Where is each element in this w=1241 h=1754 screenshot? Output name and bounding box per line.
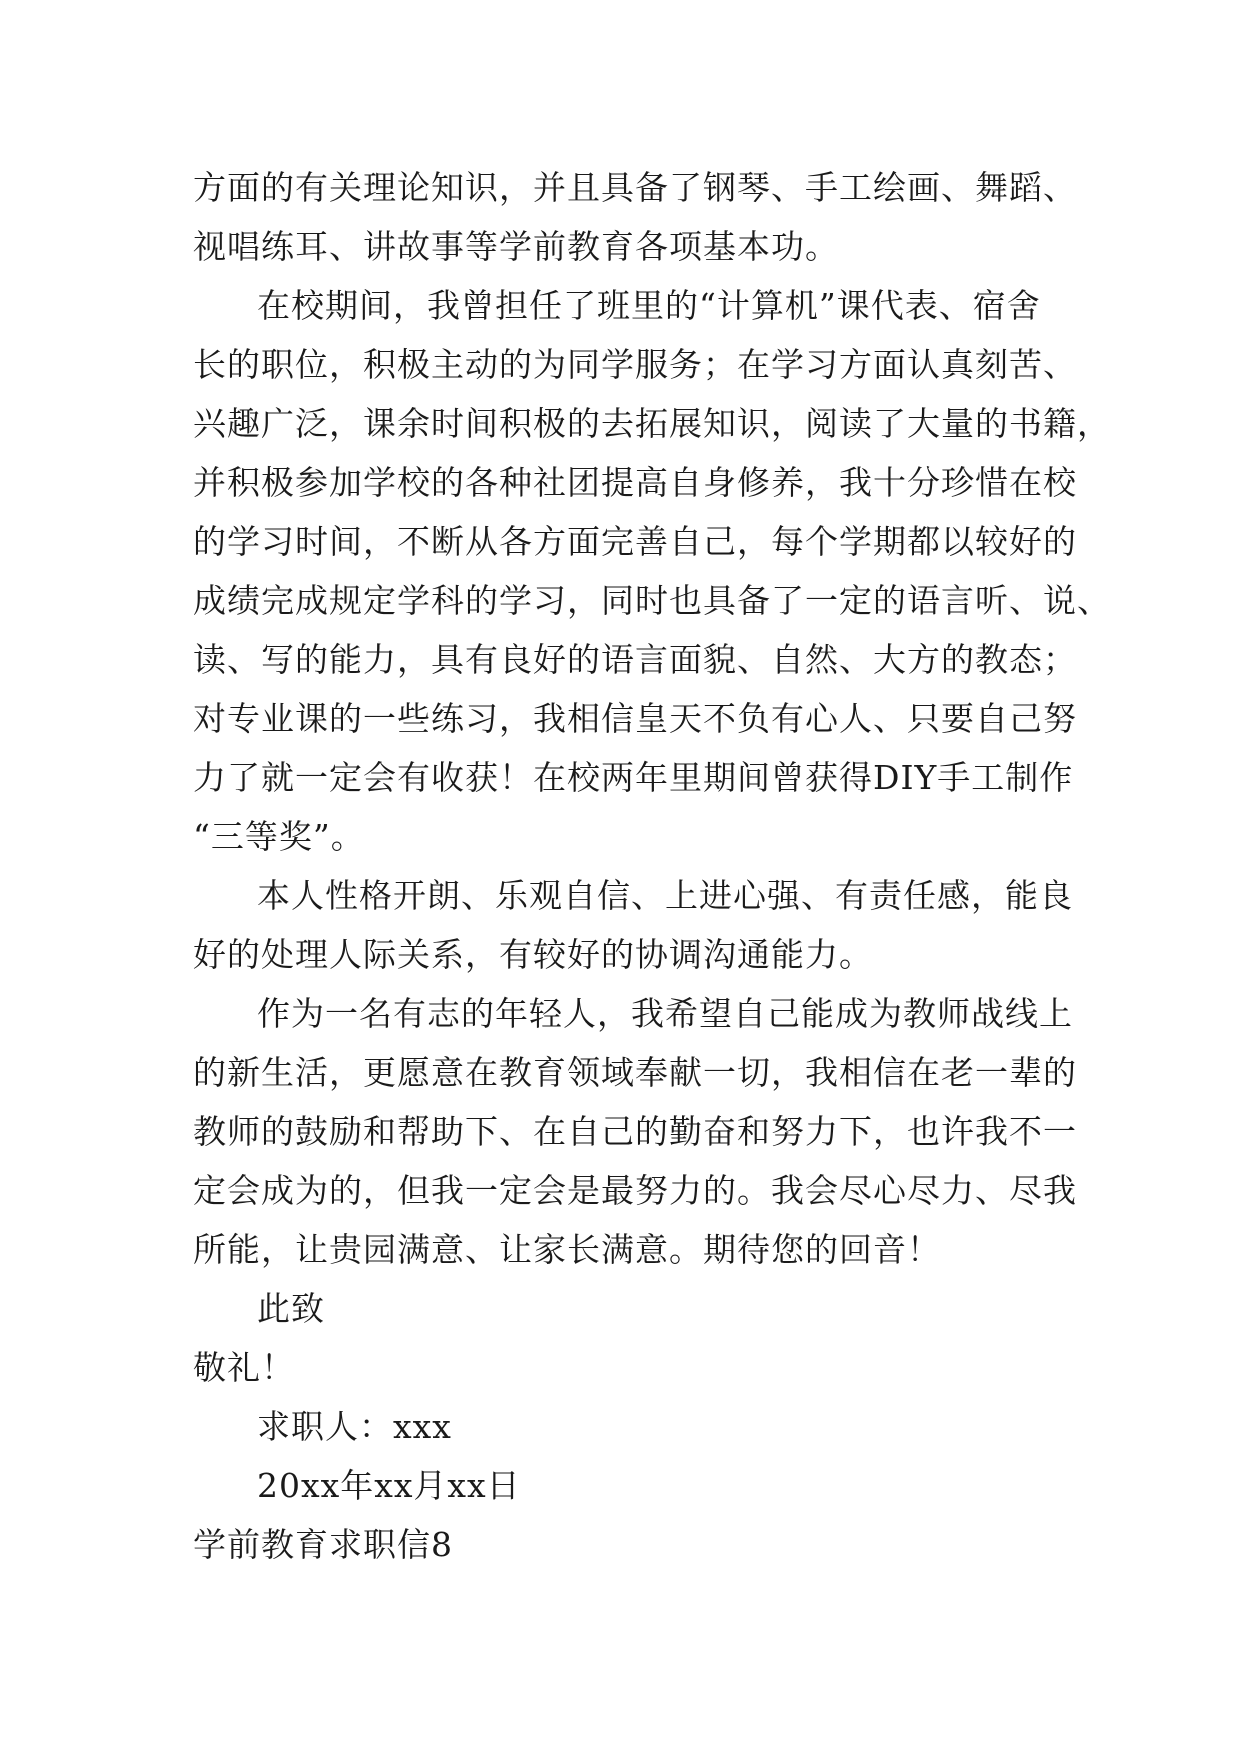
text-line: 读、写的能力，具有良好的语言面貌、自然、大方的教态； [193, 640, 1077, 679]
closing-regards: 敬礼！ [193, 1348, 295, 1387]
paragraph-start: 在校期间，我曾担任了班里的“计算机”课代表、宿舍 [257, 286, 1041, 325]
text-line: 成绩完成规定学科的学习，同时也具备了一定的语言听、说、 [193, 581, 1111, 620]
text-line: 的新生活，更愿意在教育领域奉献一切，我相信在老一辈的 [193, 1053, 1077, 1092]
text-line: 教师的鼓励和帮助下、在自己的勤奋和努力下，也许我不一 [193, 1112, 1077, 1151]
text-line: 定会成为的，但我一定会是最努力的。我会尽心尽力、尽我 [193, 1171, 1077, 1210]
text-line: 所能，让贵园满意、让家长满意。期待您的回音！ [193, 1230, 941, 1269]
paragraph-start: 本人性格开朗、乐观自信、上进心强、有责任感，能良 [257, 876, 1073, 915]
text-line: 长的职位，积极主动的为同学服务；在学习方面认真刻苦、 [193, 345, 1077, 384]
text-line: “三等奖”。 [193, 817, 365, 856]
text-line: 兴趣广泛，课余时间积极的去拓展知识，阅读了大量的书籍， [193, 404, 1111, 443]
letter-body [193, 158, 1111, 1574]
text-line: 视唱练耳、讲故事等学前教育各项基本功。 [193, 227, 839, 266]
letter-date: 20xx年xx月xx日 [257, 1466, 521, 1505]
section-heading: 学前教育求职信8 [193, 1525, 453, 1564]
text-line: 的学习时间，不断从各方面完善自己，每个学期都以较好的 [193, 522, 1077, 561]
text-line: 方面的有关理论知识，并且具备了钢琴、手工绘画、舞蹈、 [193, 168, 1077, 207]
text-line: 力了就一定会有收获！在校两年里期间曾获得DIY手工制作 [193, 758, 1074, 797]
applicant-signature: 求职人：xxx [257, 1407, 452, 1446]
text-line: 并积极参加学校的各种社团提高自身修养，我十分珍惜在校 [193, 463, 1077, 502]
text-line: 好的处理人际关系，有较好的协调沟通能力。 [193, 935, 873, 974]
closing-salutation: 此致 [257, 1289, 325, 1328]
paragraph-start: 作为一名有志的年轻人，我希望自己能成为教师战线上 [257, 994, 1073, 1033]
text-line: 对专业课的一些练习，我相信皇天不负有心人、只要自己努 [193, 699, 1077, 738]
